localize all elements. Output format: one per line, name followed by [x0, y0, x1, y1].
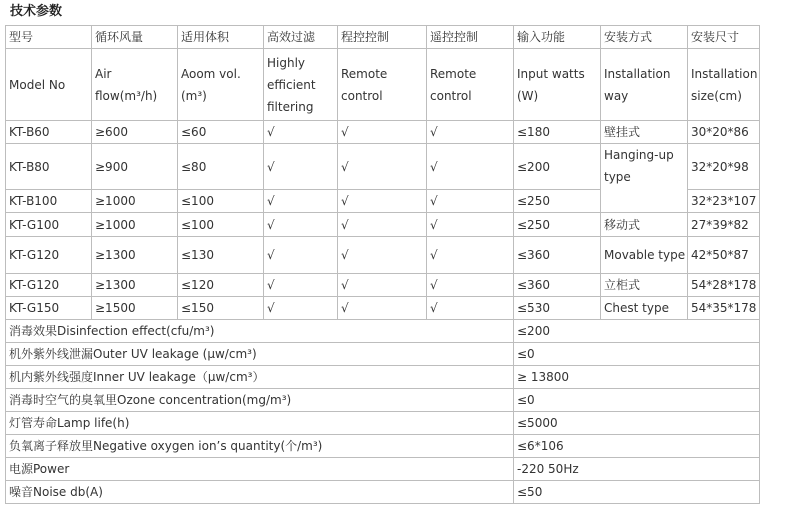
- airflow-cell: ≥900: [92, 144, 178, 190]
- airflow-cell: ≥1000: [92, 190, 178, 213]
- table-row: [6, 213, 760, 237]
- spec-value: ≤50: [514, 481, 760, 504]
- volume-cell: ≤80: [178, 144, 264, 190]
- header-volume-en: Aoom vol. (m³): [178, 49, 264, 121]
- input-cell: ≤200: [514, 144, 601, 190]
- spec-label: 灯管寿命Lamp life(h): [6, 412, 514, 435]
- size-cell: 54*28*178: [688, 274, 760, 297]
- spec-value: ≤200: [514, 320, 760, 343]
- header-size-cn: 安装尺寸: [688, 26, 760, 49]
- filter-check: √: [264, 121, 338, 144]
- airflow-cell: ≥1300: [92, 274, 178, 297]
- remote-check: √: [427, 121, 514, 144]
- remote-check: √: [427, 213, 514, 237]
- input-cell: ≤530: [514, 297, 601, 320]
- input-cell: ≤250: [514, 190, 601, 213]
- spec-label: 噪音Noise db(A): [6, 481, 514, 504]
- size-cell: 30*20*86: [688, 121, 760, 144]
- install-wall-cn: 壁挂式: [601, 121, 688, 144]
- header-airflow-cn: 循环风量: [92, 26, 178, 49]
- filter-check: √: [264, 213, 338, 237]
- filter-check: √: [264, 297, 338, 320]
- header-input-cn: 输入功能: [514, 26, 601, 49]
- header-model-cn: 型号: [6, 26, 92, 49]
- table-row: [6, 144, 760, 190]
- spec-value: ≤0: [514, 343, 760, 366]
- table-row: [6, 274, 760, 297]
- spec-table: [5, 25, 760, 504]
- model-cell: KT-B60: [6, 121, 92, 144]
- spec-row: [6, 458, 760, 481]
- header-remote-cn: 遥控控制: [427, 26, 514, 49]
- header-size-en: Installation size(cm): [688, 49, 760, 121]
- program-check: √: [338, 297, 427, 320]
- airflow-cell: ≥600: [92, 121, 178, 144]
- header-install-en: Installation way: [601, 49, 688, 121]
- header-remote-en: Remote control: [427, 49, 514, 121]
- header-install-cn: 安装方式: [601, 26, 688, 49]
- header-airflow-en: Air flow(m³/h): [92, 49, 178, 121]
- spec-label: 机内紫外线强度Inner UV leakage（μw/cm³）: [6, 366, 514, 389]
- spec-row: [6, 435, 760, 458]
- header-filter-cn: 高效过滤: [264, 26, 338, 49]
- table-row: [6, 121, 760, 144]
- filter-check: √: [264, 190, 338, 213]
- spec-value: ≥ 13800: [514, 366, 760, 389]
- header-program-cn: 程控控制: [338, 26, 427, 49]
- input-cell: ≤250: [514, 213, 601, 237]
- airflow-cell: ≥1000: [92, 213, 178, 237]
- model-cell: KT-B80: [6, 144, 92, 190]
- spec-row: [6, 389, 760, 412]
- header-input-en: Input watts (W): [514, 49, 601, 121]
- model-cell: KT-G120: [6, 237, 92, 274]
- spec-value: ≤6*106: [514, 435, 760, 458]
- volume-cell: ≤100: [178, 213, 264, 237]
- spec-label: 电源Power: [6, 458, 514, 481]
- volume-cell: ≤130: [178, 237, 264, 274]
- header-program-en: Remote control: [338, 49, 427, 121]
- program-check: √: [338, 190, 427, 213]
- model-cell: KT-G150: [6, 297, 92, 320]
- remote-check: √: [427, 297, 514, 320]
- size-cell: 42*50*87: [688, 237, 760, 274]
- header-row-cn: [6, 26, 760, 49]
- filter-check: √: [264, 144, 338, 190]
- header-model-en: Model No: [6, 49, 92, 121]
- size-cell: 54*35*178: [688, 297, 760, 320]
- volume-cell: ≤60: [178, 121, 264, 144]
- input-cell: ≤360: [514, 237, 601, 274]
- spec-label: 消毒时空气的臭氧里Ozone concentration(mg/m³): [6, 389, 514, 412]
- size-cell: 32*20*98: [688, 144, 760, 190]
- program-check: √: [338, 237, 427, 274]
- volume-cell: ≤120: [178, 274, 264, 297]
- header-row-en: [6, 49, 760, 121]
- spec-row: [6, 343, 760, 366]
- install-chest-cn: 立柜式: [601, 274, 688, 297]
- table-row: [6, 297, 760, 320]
- remote-check: √: [427, 237, 514, 274]
- remote-check: √: [427, 144, 514, 190]
- spec-label: 消毒效果Disinfection effect(cfu/m³): [6, 320, 514, 343]
- program-check: √: [338, 213, 427, 237]
- model-cell: KT-G100: [6, 213, 92, 237]
- page-title: 技术参数: [10, 4, 63, 19]
- program-check: √: [338, 121, 427, 144]
- program-check: √: [338, 144, 427, 190]
- spec-row: [6, 481, 760, 504]
- filter-check: √: [264, 274, 338, 297]
- install-movable-cn: 移动式: [601, 213, 688, 237]
- remote-check: √: [427, 190, 514, 213]
- airflow-cell: ≥1300: [92, 237, 178, 274]
- header-filter-en: Highly efficient filtering: [264, 49, 338, 121]
- size-cell: 32*23*107: [688, 190, 760, 213]
- install-wall-en: Hanging-up type: [601, 144, 688, 213]
- input-cell: ≤180: [514, 121, 601, 144]
- input-cell: ≤360: [514, 274, 601, 297]
- remote-check: √: [427, 274, 514, 297]
- spec-row: [6, 366, 760, 389]
- volume-cell: ≤150: [178, 297, 264, 320]
- header-volume-cn: 适用体积: [178, 26, 264, 49]
- model-cell: KT-B100: [6, 190, 92, 213]
- spec-value: ≤0: [514, 389, 760, 412]
- spec-value: -220 50Hz: [514, 458, 760, 481]
- program-check: √: [338, 274, 427, 297]
- install-movable-en: Movable type: [601, 237, 688, 274]
- filter-check: √: [264, 237, 338, 274]
- model-cell: KT-G120: [6, 274, 92, 297]
- airflow-cell: ≥1500: [92, 297, 178, 320]
- spec-label: 机外紫外线泄漏Outer UV leakage (μw/cm³): [6, 343, 514, 366]
- table-row: [6, 237, 760, 274]
- spec-label: 负氧离子释放里Negative oxygen ion’s quantity(个/m³): [6, 435, 514, 458]
- spec-row: [6, 320, 760, 343]
- volume-cell: ≤100: [178, 190, 264, 213]
- install-chest-en: Chest type: [601, 297, 688, 320]
- spec-row: [6, 412, 760, 435]
- spec-value: ≤5000: [514, 412, 760, 435]
- size-cell: 27*39*82: [688, 213, 760, 237]
